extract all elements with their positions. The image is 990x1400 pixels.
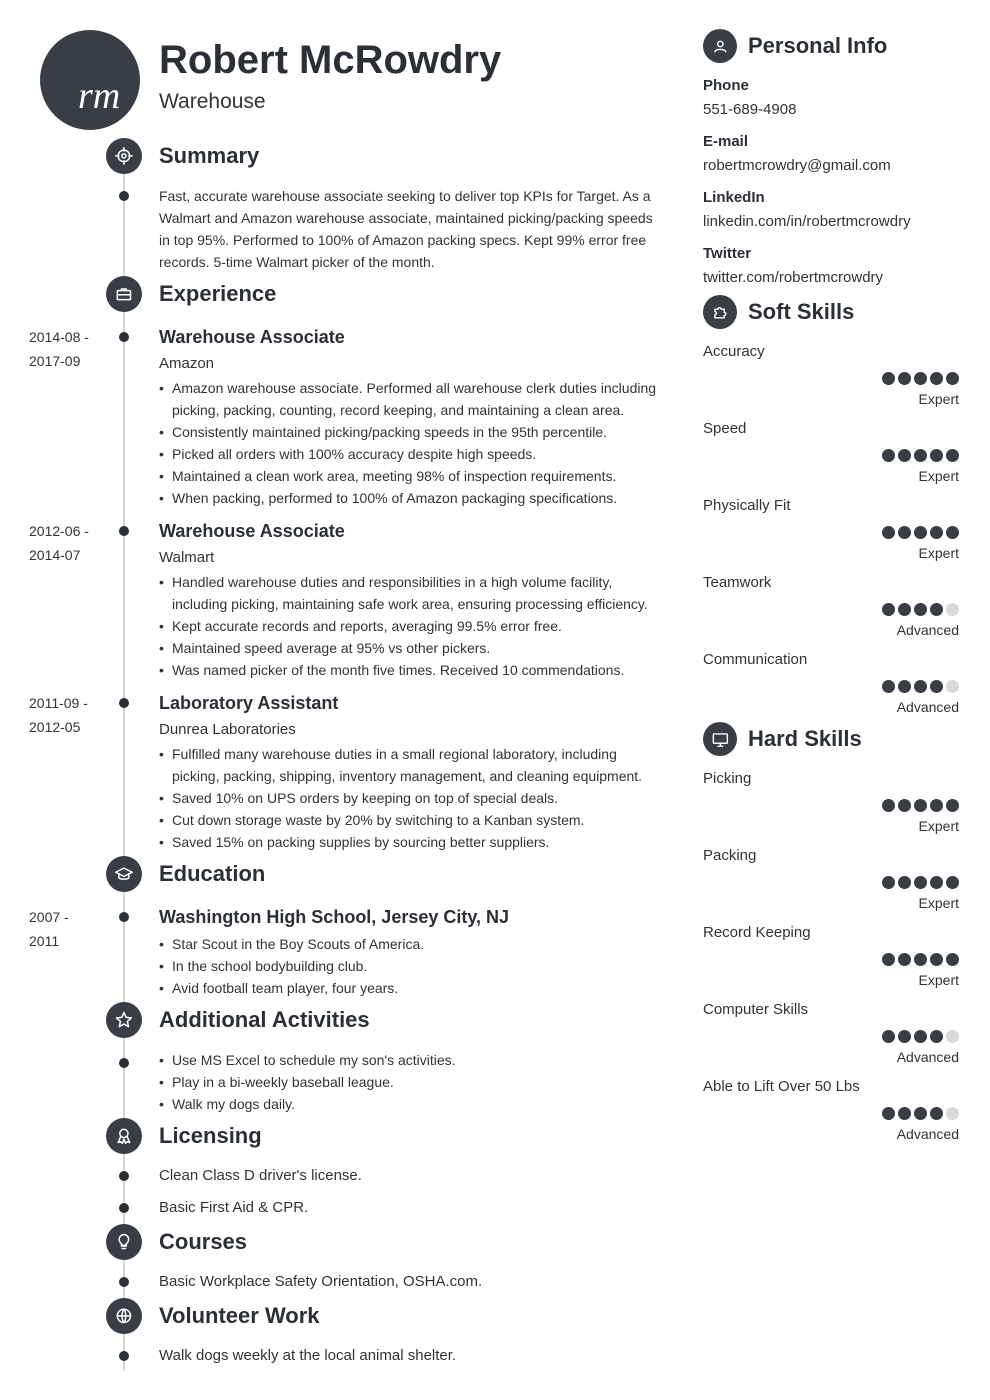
rating-dot [930,680,943,693]
rating-dot [930,1107,943,1120]
section-heading: Personal Info [748,33,888,58]
skill-rating [882,876,959,889]
avatar [40,30,140,130]
bullet-line: including picking, maintaining safe work area, ensuring processing efficiency. [172,596,648,612]
bullet-item: • Consistently maintained picking/packing speeds in the 95th percentile. [159,421,669,443]
rating-dot [914,526,927,539]
skill-rating [882,449,959,462]
cap-icon [106,856,142,892]
bullet-item [159,571,669,615]
bullet-item: • Maintained speed average at 95% vs other pickers. [159,637,669,659]
skill-level: Expert [918,818,959,834]
section-heading: Education [159,861,266,886]
rating-dot [946,876,959,889]
job-date-end: 2014-07 [29,547,81,563]
job-title: Laboratory Assistant [159,693,339,713]
timeline-dot [119,1171,129,1181]
skill-rating [882,603,959,616]
job-title: Warehouse Associate [159,327,345,347]
rating-dot [898,372,911,385]
bullet-line: • Handled warehouse duties and responsibilities in a high volume facility, [172,574,613,590]
star-icon [106,1002,142,1038]
rating-dot [882,1107,895,1120]
summary-line: records. 5-time Walmart picker of the month. [159,254,435,270]
ball-icon [106,1298,142,1334]
bullet-item: • In the school bodybuilding club. [159,955,669,977]
avatar-initials: rm [78,75,121,117]
skill-level: Expert [918,391,959,407]
rating-dot [898,1030,911,1043]
monitor-icon [703,722,737,756]
rating-dot [930,526,943,539]
skill-level: Expert [918,895,959,911]
timeline-dot [119,332,129,342]
skill-name: Speed [703,420,747,437]
rating-dot [914,953,927,966]
bullet-line: picking, packing, shipping, inventory management, and cleaning equipment. [172,768,643,784]
puzzle-icon [703,295,737,329]
rating-dot [898,799,911,812]
rating-dot [930,603,943,616]
skill-level: Advanced [896,622,959,638]
rating-dot [898,526,911,539]
rating-dot [946,372,959,385]
skill-rating [882,1030,959,1043]
bullet-item: • Avid football team player, four years. [159,977,669,999]
rating-dot [882,953,895,966]
bullet-item: • Picked all orders with 100% accuracy despite high speeds. [159,443,669,465]
contact-value: 551-689-4908 [703,101,797,118]
rating-dot [898,1107,911,1120]
candidate-role: Warehouse [159,90,266,113]
rating-dot [882,603,895,616]
rating-dot [898,680,911,693]
skill-rating [882,680,959,693]
skill-name: Accuracy [703,343,765,360]
skill-level: Expert [918,468,959,484]
skill-name: Teamwork [703,574,772,591]
rating-dot [882,876,895,889]
skill-level: Advanced [896,1126,959,1142]
bullet-line: picking, packing, counting, record keeping, and maintaining a clean area. [172,402,625,418]
rating-dot [930,953,943,966]
skill-level: Expert [918,545,959,561]
rating-dot [930,449,943,462]
rating-dot [882,1030,895,1043]
rating-dot [882,799,895,812]
timeline-dot [119,526,129,536]
edu-date-end: 2011 [29,933,60,949]
contact-value: linkedin.com/in/robertmcrowdry [703,213,911,230]
rating-dot [898,603,911,616]
timeline-dot [119,1277,129,1287]
timeline-dot [119,1351,129,1361]
job-date-start: 2014-08 - [29,329,89,345]
bullet-item: • Kept accurate records and reports, averaging 99.5% error free. [159,615,669,637]
bullet-item: • Play in a bi-weekly baseball league. [159,1071,669,1093]
summary-line: Walmart and Amazon warehouse associate, maintained picking/packing speeds [159,210,653,226]
rating-dot [946,526,959,539]
bullet-line: • Amazon warehouse associate. Performed all warehouse clerk duties including [172,380,657,396]
skill-rating [882,526,959,539]
rating-dot [914,372,927,385]
section-heading: Licensing [159,1123,262,1148]
job-date-start: 2011-09 - [29,695,88,711]
rating-dot [930,372,943,385]
job-title: Warehouse Associate [159,521,345,541]
section-heading: Courses [159,1229,248,1254]
bullet-item: • Saved 15% on packing supplies by sourcing better suppliers. [159,831,669,853]
contact-label: Twitter [703,245,752,262]
rating-dot [930,876,943,889]
rating-dot [898,876,911,889]
license-item: Basic First Aid & CPR. [159,1199,309,1216]
summary-line: Fast, accurate warehouse associate seeking to deliver top KPIs for Target. As a [159,188,651,204]
edu-date-start: 2007 - [29,909,69,925]
section-heading: Volunteer Work [159,1303,320,1328]
skill-rating [882,799,959,812]
timeline-dot [119,1058,129,1068]
skill-name: Communication [703,651,808,668]
job-company: Walmart [159,549,215,566]
section-heading: Soft Skills [748,299,855,324]
rating-dot [914,799,927,812]
volunteer-item: Walk dogs weekly at the local animal shelter. [159,1347,457,1364]
bullet-item: • Was named picker of the month five times. Received 10 commendations. [159,659,669,681]
skill-name: Able to Lift Over 50 Lbs [703,1078,860,1095]
bullet-item: • When packing, performed to 100% of Amazon packaging specifications. [159,487,669,509]
rating-dot [898,953,911,966]
bullet-item: • Use MS Excel to schedule my son's activities. [159,1049,669,1071]
section-heading: Summary [159,143,260,168]
skill-rating [882,953,959,966]
skill-name: Picking [703,770,752,787]
bullet-item [159,377,669,421]
bulb-icon [106,1224,142,1260]
rating-dot [898,449,911,462]
target-icon [106,138,142,174]
skill-level: Expert [918,972,959,988]
rating-dot [946,799,959,812]
rating-dot [914,603,927,616]
briefcase-icon [106,276,142,312]
bullet-line: • Fulfilled many warehouse duties in a small regional laboratory, including [172,746,617,762]
skill-name: Physically Fit [703,497,791,514]
job-company: Dunrea Laboratories [159,721,296,738]
rating-dot [882,680,895,693]
rating-dot [914,1030,927,1043]
skill-level: Advanced [896,1049,959,1065]
bullet-item: • Saved 10% on UPS orders by keeping on top of special deals. [159,787,669,809]
section-heading: Additional Activities [159,1007,370,1032]
award-icon [106,1118,142,1154]
skill-rating [882,372,959,385]
rating-dot [946,603,959,616]
section-heading: Experience [159,281,277,306]
rating-dot [882,372,895,385]
job-date-start: 2012-06 - [29,523,89,539]
bullet-item: • Star Scout in the Boy Scouts of America. [159,933,669,955]
rating-dot [946,953,959,966]
rating-dot [914,680,927,693]
skill-name: Record Keeping [703,924,811,941]
timeline-dot [119,698,129,708]
rating-dot [882,449,895,462]
summary-line: in top 95%. Performed to 100% of Amazon packing specs. Kept 99% error free [159,232,647,248]
skill-rating [882,1107,959,1120]
skill-name: Computer Skills [703,1001,809,1018]
skill-level: Advanced [896,699,959,715]
bullet-item: • Cut down storage waste by 20% by switching to a Kanban system. [159,809,669,831]
contact-label: LinkedIn [703,189,765,206]
course-item: Basic Workplace Safety Orientation, OSHA.com. [159,1273,483,1290]
job-date-end: 2012-05 [29,719,81,735]
school-name: Washington High School, Jersey City, NJ [159,907,510,927]
rating-dot [930,799,943,812]
candidate-name: Robert McRowdry [159,38,502,82]
contact-value: robertmcrowdry@gmail.com [703,157,891,174]
user-icon [703,29,737,63]
rating-dot [914,1107,927,1120]
job-company: Amazon [159,355,215,372]
contact-label: Phone [703,77,749,94]
rating-dot [946,449,959,462]
section-heading: Hard Skills [748,726,862,751]
bullet-item: • Maintained a clean work area, meeting 98% of inspection requirements. [159,465,669,487]
rating-dot [882,526,895,539]
license-item: Clean Class D driver's license. [159,1167,362,1184]
timeline-dot [119,191,129,201]
rating-dot [914,449,927,462]
bullet-item: • Walk my dogs daily. [159,1093,669,1115]
rating-dot [946,1107,959,1120]
job-date-end: 2017-09 [29,353,81,369]
rating-dot [930,1030,943,1043]
bullet-item [159,743,669,787]
skill-name: Packing [703,847,757,864]
contact-label: E-mail [703,133,749,150]
rating-dot [946,680,959,693]
timeline-dot [119,1203,129,1213]
timeline-dot [119,912,129,922]
rating-dot [914,876,927,889]
rating-dot [946,1030,959,1043]
contact-value: twitter.com/robertmcrowdry [703,269,884,286]
